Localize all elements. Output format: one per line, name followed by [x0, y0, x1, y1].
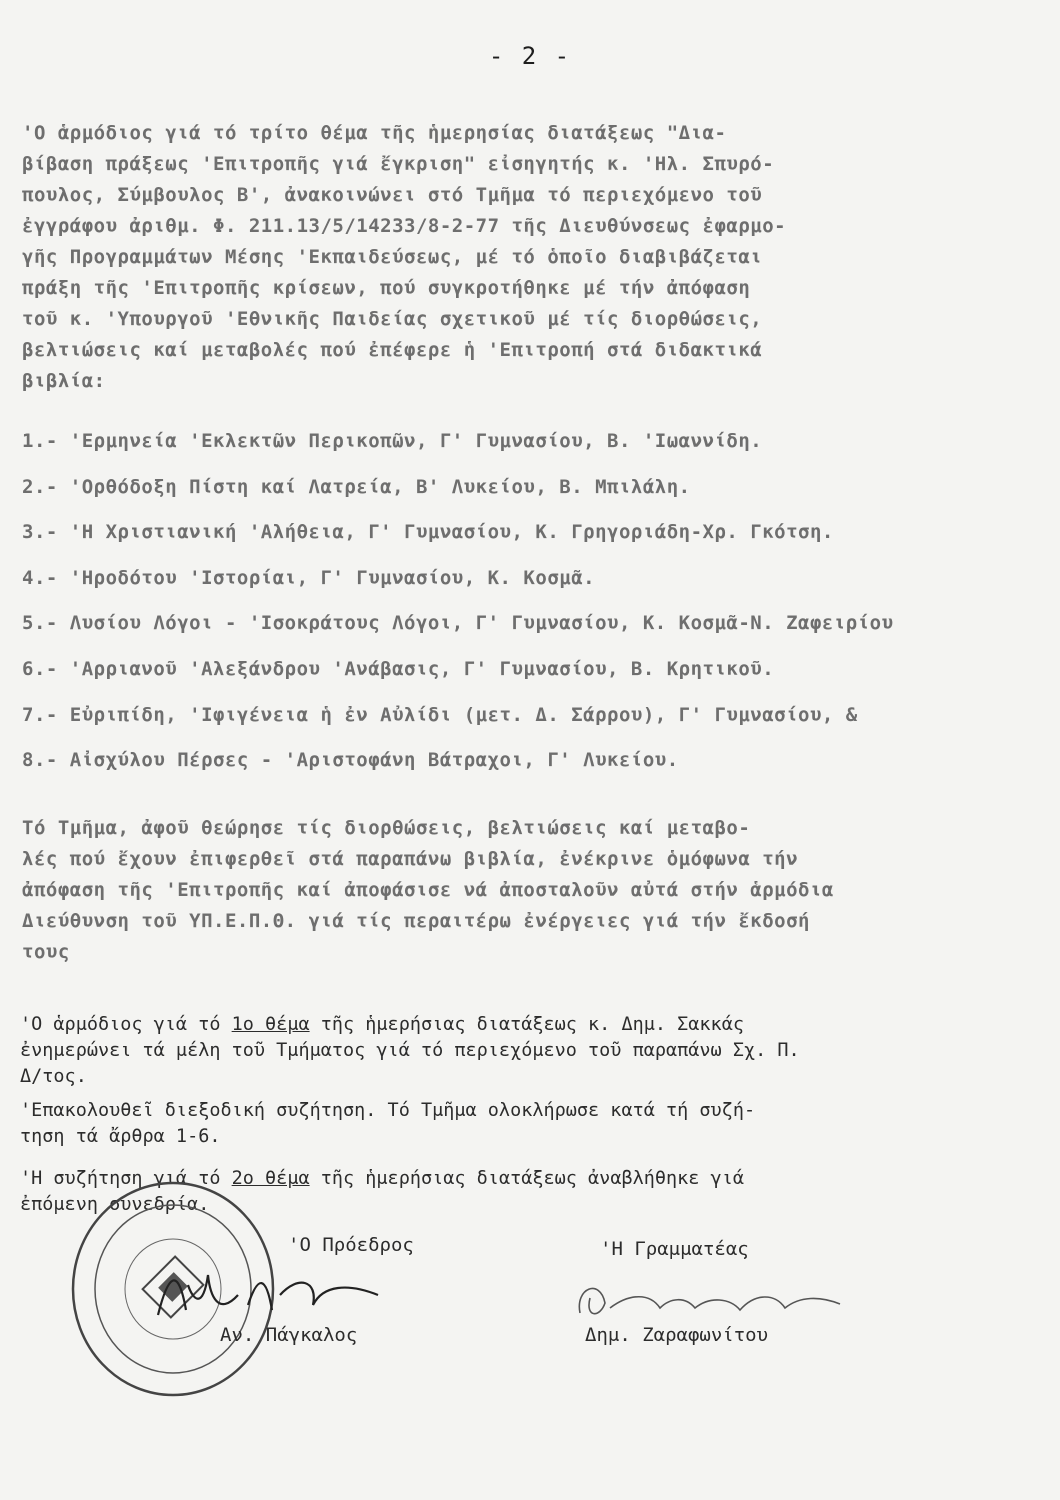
secretary-name: Δημ. Ζαραφωνίτου	[585, 1324, 769, 1346]
item2-line: ἐπόμενη συνεδρία.	[20, 1194, 210, 1215]
intro-line: τοῦ κ. 'Υπουργοῦ 'Εθνικῆς Παιδείας σχετικοῦ μέ τίς διορθώσεις,	[22, 308, 763, 330]
intro-line: 'Ο ἁρμόδιος γιά τό τρίτο θέμα τῆς ἡμερησίας διατάξεως "Δια-	[22, 122, 727, 144]
book-list	[22, 430, 1042, 795]
list-item: 7.- Εὐριπίδη, 'Ιφιγένεια ἡ ἐν Αὐλίδι (μετ. Δ. Σάρρου), Γ' Γυμνασίου, &	[22, 703, 858, 726]
item1-text: τῆς ἡμερήσιας διατάξεως κ. Δημ. Σακκάς	[309, 1014, 744, 1035]
intro-paragraph	[22, 118, 1032, 397]
list-item: 4.- 'Ηροδότου 'Ιστορίαι, Γ' Γυμνασίου, Κ. Κοσμᾶ.	[22, 566, 596, 589]
followup-line: τηση τά ἄρθρα 1-6.	[20, 1126, 221, 1147]
page-number: - 2 -	[488, 42, 572, 70]
intro-line: ἐγγράφου ἀριθμ. Φ. 211.13/5/14233/8-2-77 τῆς Διευθύνσεως ἐφαρμο-	[22, 215, 787, 237]
intro-line: βελτιώσεις καί μεταβολές πού ἐπέφερε ἡ 'Επιτροπή στά διδακτικά	[22, 339, 763, 361]
item1-text: 'Ο ἁρμόδιος γιά τό	[20, 1014, 232, 1035]
list-item: 6.- 'Αρριανοῦ 'Αλεξάνδρου 'Ανάβασις, Γ' Γυμνασίου, Β. Κρητικοῦ.	[22, 657, 775, 680]
item1-underlined: 1ο θέμα	[231, 1014, 310, 1035]
list-item: 2.- 'Ορθόδοξη Πίστη καί Λατρεία, Β' Λυκείου, Β. Μπιλάλη.	[22, 475, 691, 498]
chairman-signature	[148, 1255, 388, 1335]
decision-line: ἀπόφαση τῆς 'Επιτροπῆς καί ἀποφάσισε νά ἀποσταλοῦν αὐτά στήν ἁρμόδια	[22, 879, 834, 901]
list-item: 5.- Λυσίου Λόγοι - 'Ισοκράτους Λόγοι, Γ' Γυμνασίου, Κ. Κοσμᾶ-Ν. Ζαφειρίου	[22, 612, 894, 635]
item2-underlined: 2ο θέμα	[231, 1168, 310, 1189]
item1-paragraph	[20, 1012, 1045, 1090]
chairman-title: 'Ο Πρόεδρος	[288, 1234, 414, 1256]
chairman-name: Αν. Πάγκαλος	[220, 1324, 358, 1346]
list-item: 8.- Αἰσχύλου Πέρσες - 'Αριστοφάνη Βάτραχοι, Γ' Λυκείου.	[22, 749, 679, 772]
decision-line: τους	[22, 941, 70, 963]
intro-line: πράξη τῆς 'Επιτροπῆς κρίσεων, πού συγκροτήθηκε μέ τήν ἀπόφαση	[22, 277, 751, 299]
intro-line: πουλος, Σύμβουλος Β', ἀνακοινώνει στό Τμῆμα τό περιεχόμενο τοῦ	[22, 184, 763, 206]
decision-line: Τό Τμῆμα, ἀφοῦ θεώρησε τίς διορθώσεις, βελτιώσεις καί μεταβο-	[22, 817, 751, 839]
item2-text: τῆς ἡμερήσιας διατάξεως ἀναβλήθηκε γιά	[309, 1168, 744, 1189]
decision-paragraph	[22, 813, 1032, 968]
secretary-signature	[570, 1268, 850, 1328]
followup-paragraph	[20, 1098, 1045, 1150]
item1-line	[20, 1012, 1045, 1038]
intro-line: βίβαση πράξεως 'Επιτροπῆς γιά ἔγκριση" εἰσηγητής κ. 'Ηλ. Σπυρό-	[22, 153, 775, 175]
item1-line: Δ/τος.	[20, 1066, 87, 1087]
decision-line: Διεύθυνση τοῦ ΥΠ.Ε.Π.Θ. γιά τίς περαιτέρω ἐνέργειες γιά τήν ἔκδοσή	[22, 910, 810, 932]
secretary-title: 'Η Γραμματέας	[600, 1238, 749, 1260]
followup-line: 'Επακολουθεῖ διεξοδική συζήτηση. Τό Τμῆμα ολοκλήρωσε κατά τή συζή-	[20, 1100, 756, 1121]
intro-line: γῆς Προγραμμάτων Μέσης 'Εκπαιδεύσεως, μέ τό ὁποῖο διαβιβάζεται	[22, 246, 763, 268]
item2-text: 'Η συζήτηση γιά τό	[20, 1168, 232, 1189]
decision-line: λές πού ἔχουν ἐπιφερθεῖ στά παραπάνω βιβλία, ἐνέκρινε ὁμόφωνα τήν	[22, 848, 799, 870]
intro-line: βιβλία:	[22, 370, 106, 392]
item1-line: ἐνημερώνει τά μέλη τοῦ Τμήματος γιά τό περιεχόμενο τοῦ παραπάνω Σχ. Π.	[20, 1040, 800, 1061]
list-item: 1.- 'Ερμηνεία 'Εκλεκτῶν Περικοπῶν, Γ' Γυμνασίου, Β. 'Ιωαννίδη.	[22, 430, 763, 452]
list-item: 3.- 'Η Χριστιανική 'Αλήθεια, Γ' Γυμνασίου, Κ. Γρηγοριάδη-Χρ. Γκότση.	[22, 521, 834, 544]
